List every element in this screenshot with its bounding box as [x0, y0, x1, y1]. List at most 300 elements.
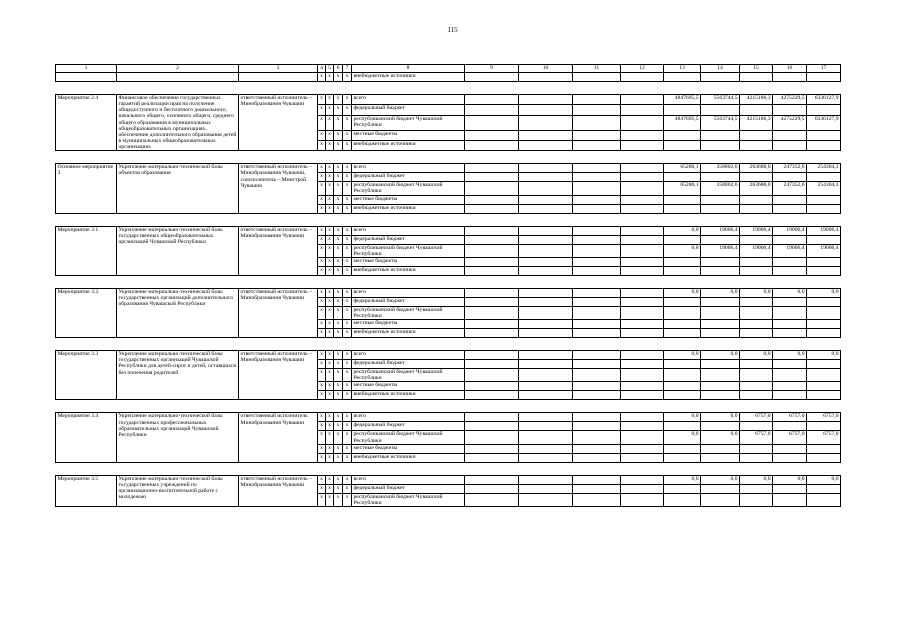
- cell-empty: [519, 266, 573, 275]
- amount-cell: 0,0: [740, 288, 773, 297]
- x-mark: х: [343, 493, 352, 506]
- x-mark: х: [318, 453, 326, 462]
- x-mark: х: [326, 173, 334, 182]
- amount-cell: [773, 484, 807, 493]
- table-row: [56, 226, 841, 235]
- amount-cell: 6757,0: [807, 413, 841, 422]
- amount-cell: [740, 297, 773, 306]
- amount-cell: 19006,4: [807, 226, 841, 235]
- amount-cell: [701, 105, 740, 115]
- x-mark: х: [318, 182, 326, 195]
- amount-cell: 0,0: [664, 226, 701, 235]
- measure-name: Мероприятие 2.4: [56, 95, 117, 151]
- amount-cell: 247352,6: [773, 182, 807, 195]
- funding-source: местные бюджеты: [352, 257, 465, 266]
- x-mark: х: [334, 475, 343, 484]
- amount-cell: [701, 453, 740, 462]
- x-mark: х: [343, 105, 352, 115]
- continuation-row: [56, 73, 841, 82]
- amount-cell: [807, 320, 841, 329]
- cell-empty: [465, 369, 519, 382]
- amount-cell: 0,0: [701, 413, 740, 422]
- funding-source: республиканский бюджет Чувашской Республики: [352, 115, 465, 130]
- cell-empty: [573, 360, 621, 369]
- table-row: [56, 475, 841, 484]
- spacer-row: [56, 462, 841, 475]
- cell-empty: [519, 391, 573, 400]
- column-header: 3: [239, 65, 318, 73]
- x-mark: х: [334, 164, 343, 173]
- cell-empty: [519, 475, 573, 484]
- x-mark: х: [334, 297, 343, 306]
- amount-cell: [773, 382, 807, 391]
- cell-empty: [465, 329, 519, 338]
- x-mark: х: [326, 484, 334, 493]
- amount-cell: [664, 297, 701, 306]
- cell-empty: [773, 73, 807, 82]
- measure-executor: ответственный исполнитель – Минобразования Чувашии, соисполнитель – Минстрой Чувашии: [239, 164, 318, 213]
- amount-cell: 6757,0: [773, 431, 807, 444]
- amount-cell: [664, 382, 701, 391]
- x-mark: х: [343, 444, 352, 453]
- amount-cell: [773, 391, 807, 400]
- amount-cell: 4275229,5: [773, 95, 807, 105]
- x-mark: х: [318, 444, 326, 453]
- amount-cell: [773, 130, 807, 140]
- amount-cell: [807, 493, 841, 506]
- cell-empty: [573, 422, 621, 431]
- amount-cell: 0,0: [740, 351, 773, 360]
- x-mark: х: [318, 360, 326, 369]
- x-mark: х: [318, 244, 326, 257]
- spacer-cell: [56, 213, 841, 226]
- x-mark: х: [343, 204, 352, 213]
- cell-empty: [465, 204, 519, 213]
- x-mark: х: [334, 444, 343, 453]
- cell-empty: [573, 453, 621, 462]
- cell-empty: [519, 140, 573, 150]
- column-header: 13: [664, 65, 701, 73]
- column-header: 8: [352, 65, 465, 73]
- cell-empty: [519, 195, 573, 204]
- cell-empty: [465, 391, 519, 400]
- amount-cell: [807, 130, 841, 140]
- amount-cell: 263688,0: [740, 164, 773, 173]
- funding-source: внебюджетные источники: [352, 391, 465, 400]
- cell-empty: [519, 244, 573, 257]
- amount-cell: [807, 140, 841, 150]
- funding-source: внебюджетные источники: [352, 140, 465, 150]
- amount-cell: 6336127,9: [807, 95, 841, 105]
- amount-cell: 263688,0: [740, 182, 773, 195]
- cell-empty: [465, 95, 519, 105]
- funding-source: республиканский бюджет Чувашской Республики: [352, 431, 465, 444]
- cell-empty: [573, 173, 621, 182]
- x-mark: х: [326, 140, 334, 150]
- measure-executor: ответственный исполнитель – Минобразования Чувашии: [239, 475, 318, 506]
- amount-cell: 0,0: [664, 351, 701, 360]
- x-mark: х: [343, 453, 352, 462]
- spacer-row: [56, 275, 841, 288]
- amount-cell: [807, 105, 841, 115]
- cell-empty: [621, 195, 664, 204]
- x-mark: х: [343, 475, 352, 484]
- cell-empty: [465, 360, 519, 369]
- spacer-cell: [56, 338, 841, 351]
- cell-empty: [573, 431, 621, 444]
- x-mark: х: [334, 306, 343, 319]
- table-row: [56, 288, 841, 297]
- cell-empty: [519, 235, 573, 244]
- x-mark: х: [318, 173, 326, 182]
- amount-cell: 0,0: [807, 288, 841, 297]
- cell-empty: [621, 235, 664, 244]
- cell-empty: [519, 204, 573, 213]
- funding-source: местные бюджеты: [352, 444, 465, 453]
- funding-source: республиканский бюджет Чувашской Республики: [352, 306, 465, 319]
- x-mark: х: [334, 173, 343, 182]
- cell-empty: [239, 73, 318, 82]
- spacer-cell: [56, 151, 841, 164]
- x-mark: х: [326, 115, 334, 130]
- cell-empty: [519, 493, 573, 506]
- cell-empty: [573, 164, 621, 173]
- funding-source: местные бюджеты: [352, 130, 465, 140]
- cell-empty: [519, 288, 573, 297]
- x-mark: х: [326, 453, 334, 462]
- amount-cell: 65280,1: [664, 164, 701, 173]
- spacer-row: [56, 82, 841, 95]
- column-header: 5: [326, 65, 334, 73]
- cell-empty: [465, 382, 519, 391]
- funding-source: федеральный бюджет: [352, 173, 465, 182]
- x-mark: х: [334, 130, 343, 140]
- cell-empty: [519, 105, 573, 115]
- x-mark: х: [326, 360, 334, 369]
- cell-empty: [465, 244, 519, 257]
- measure-description: Укрепление материально-технической базы государственных профессиональных образовательных организаций Чувашской Республики: [117, 413, 239, 462]
- measure-description: Укрепление материально-технической базы государственных организаций Чувашской Республики для детей-сирот и детей, оставшихся без попечения родителей: [117, 351, 239, 400]
- funding-source: внебюджетные источники: [352, 204, 465, 213]
- amount-cell: [807, 173, 841, 182]
- cell-empty: [621, 329, 664, 338]
- amount-cell: [807, 235, 841, 244]
- column-header: 15: [740, 65, 773, 73]
- cell-empty: [621, 320, 664, 329]
- x-mark: х: [318, 484, 326, 493]
- amount-cell: [773, 360, 807, 369]
- column-header: 4: [318, 65, 326, 73]
- amount-cell: [740, 382, 773, 391]
- amount-cell: 254304,3: [807, 182, 841, 195]
- cell-empty: [519, 173, 573, 182]
- cell-empty: [573, 105, 621, 115]
- cell-empty: [573, 369, 621, 382]
- x-mark: х: [343, 140, 352, 150]
- cell-empty: [519, 413, 573, 422]
- x-mark: х: [326, 244, 334, 257]
- cell-empty: [573, 130, 621, 140]
- amount-cell: [740, 257, 773, 266]
- column-header: 14: [701, 65, 740, 73]
- cell-empty: [701, 73, 740, 82]
- x-mark: х: [326, 226, 334, 235]
- cell-empty: [621, 431, 664, 444]
- funding-source: федеральный бюджет: [352, 297, 465, 306]
- amount-cell: [664, 493, 701, 506]
- amount-cell: [773, 306, 807, 319]
- column-header: 10: [519, 65, 573, 73]
- funding-source: всего: [352, 95, 465, 105]
- x-mark: х: [343, 351, 352, 360]
- amount-cell: [664, 204, 701, 213]
- column-header: 6: [334, 65, 343, 73]
- amount-cell: [664, 360, 701, 369]
- amount-cell: [664, 266, 701, 275]
- x-mark: х: [334, 73, 343, 82]
- amount-cell: [773, 257, 807, 266]
- x-mark: х: [334, 382, 343, 391]
- cell-empty: [807, 73, 841, 82]
- cell-empty: [573, 288, 621, 297]
- x-mark: х: [343, 306, 352, 319]
- cell-empty: [621, 391, 664, 400]
- column-header: 16: [773, 65, 807, 73]
- x-mark: х: [334, 105, 343, 115]
- cell-empty: [573, 382, 621, 391]
- amount-cell: [740, 173, 773, 182]
- x-mark: х: [343, 95, 352, 105]
- cell-empty: [465, 164, 519, 173]
- cell-empty: [573, 95, 621, 105]
- amount-cell: [740, 484, 773, 493]
- cell-empty: [573, 413, 621, 422]
- x-mark: х: [318, 431, 326, 444]
- cell-empty: [519, 351, 573, 360]
- amount-cell: 0,0: [664, 288, 701, 297]
- x-mark: х: [326, 297, 334, 306]
- x-mark: х: [334, 360, 343, 369]
- amount-cell: [664, 484, 701, 493]
- x-mark: х: [334, 257, 343, 266]
- x-mark: х: [318, 73, 326, 82]
- x-mark: х: [318, 266, 326, 275]
- x-mark: х: [326, 444, 334, 453]
- amount-cell: 19006,4: [807, 244, 841, 257]
- cell-empty: [519, 164, 573, 173]
- amount-cell: [807, 204, 841, 213]
- x-mark: х: [326, 306, 334, 319]
- amount-cell: [773, 453, 807, 462]
- x-mark: х: [318, 195, 326, 204]
- cell-empty: [621, 226, 664, 235]
- measure-name: Мероприятие 3.2.: [56, 288, 117, 337]
- amount-cell: [773, 105, 807, 115]
- x-mark: х: [326, 195, 334, 204]
- funding-source: федеральный бюджет: [352, 360, 465, 369]
- amount-cell: 0,0: [701, 475, 740, 484]
- amount-cell: [664, 235, 701, 244]
- x-mark: х: [326, 475, 334, 484]
- x-mark: х: [318, 130, 326, 140]
- x-mark: х: [334, 422, 343, 431]
- cell-empty: [621, 306, 664, 319]
- amount-cell: [664, 130, 701, 140]
- cell-empty: [465, 257, 519, 266]
- x-mark: х: [343, 73, 352, 82]
- column-header: 12: [621, 65, 664, 73]
- amount-cell: [664, 329, 701, 338]
- funding-source: всего: [352, 413, 465, 422]
- x-mark: х: [343, 297, 352, 306]
- x-mark: х: [334, 484, 343, 493]
- x-mark: х: [318, 226, 326, 235]
- cell-empty: [519, 444, 573, 453]
- cell-empty: [573, 226, 621, 235]
- spacer-cell: [56, 275, 841, 288]
- x-mark: х: [318, 391, 326, 400]
- amount-cell: [740, 266, 773, 275]
- amount-cell: [701, 306, 740, 319]
- header-row: [56, 65, 841, 73]
- x-mark: х: [326, 288, 334, 297]
- amount-cell: [773, 369, 807, 382]
- cell-empty: [573, 484, 621, 493]
- cell-empty: [621, 204, 664, 213]
- x-mark: х: [318, 140, 326, 150]
- funding-source: внебюджетные источники: [352, 453, 465, 462]
- x-mark: х: [343, 422, 352, 431]
- amount-cell: [740, 320, 773, 329]
- cell-empty: [621, 130, 664, 140]
- x-mark: х: [318, 369, 326, 382]
- x-mark: х: [343, 235, 352, 244]
- amount-cell: [664, 320, 701, 329]
- cell-empty: [465, 266, 519, 275]
- amount-cell: [773, 444, 807, 453]
- column-header: 1: [56, 65, 117, 73]
- amount-cell: 4275229,5: [773, 115, 807, 130]
- cell-empty: [465, 173, 519, 182]
- x-mark: х: [326, 391, 334, 400]
- amount-cell: [773, 297, 807, 306]
- x-mark: х: [318, 422, 326, 431]
- x-mark: х: [343, 484, 352, 493]
- spacer-row: [56, 213, 841, 226]
- amount-cell: [701, 422, 740, 431]
- cell-empty: [740, 73, 773, 82]
- x-mark: х: [326, 257, 334, 266]
- amount-cell: [807, 257, 841, 266]
- measure-executor: ответственный исполнитель – Минобразования Чувашии: [239, 351, 318, 400]
- x-mark: х: [326, 130, 334, 140]
- x-mark: х: [334, 204, 343, 213]
- source-cell: внебюджетные источники: [352, 73, 465, 82]
- x-mark: х: [326, 164, 334, 173]
- funding-source: республиканский бюджет Чувашской Республики: [352, 182, 465, 195]
- amount-cell: [664, 257, 701, 266]
- funding-source: федеральный бюджет: [352, 235, 465, 244]
- spacer-cell: [56, 400, 841, 413]
- amount-cell: 5563744,5: [701, 115, 740, 130]
- cell-empty: [519, 115, 573, 130]
- cell-empty: [465, 422, 519, 431]
- x-mark: х: [343, 360, 352, 369]
- measure-name: Мероприятие 3.3: [56, 351, 117, 400]
- amount-cell: 19006,4: [773, 226, 807, 235]
- funding-source: всего: [352, 351, 465, 360]
- amount-cell: [740, 329, 773, 338]
- cell-empty: [519, 306, 573, 319]
- x-mark: х: [334, 329, 343, 338]
- cell-empty: [573, 266, 621, 275]
- amount-cell: [773, 140, 807, 150]
- cell-empty: [519, 130, 573, 140]
- amount-cell: 19006,4: [773, 244, 807, 257]
- x-mark: х: [318, 475, 326, 484]
- amount-cell: [740, 444, 773, 453]
- amount-cell: [807, 329, 841, 338]
- cell-empty: [621, 140, 664, 150]
- funding-source: республиканский бюджет Чувашской Республики: [352, 244, 465, 257]
- table-row: [56, 413, 841, 422]
- cell-empty: [519, 95, 573, 105]
- cell-empty: [465, 444, 519, 453]
- x-mark: х: [318, 257, 326, 266]
- amount-cell: [807, 195, 841, 204]
- cell-empty: [519, 257, 573, 266]
- cell-empty: [465, 413, 519, 422]
- cell-empty: [621, 297, 664, 306]
- amount-cell: [664, 173, 701, 182]
- x-mark: х: [343, 164, 352, 173]
- amount-cell: 6757,0: [807, 431, 841, 444]
- x-mark: х: [326, 329, 334, 338]
- cell-empty: [465, 351, 519, 360]
- x-mark: х: [343, 244, 352, 257]
- x-mark: х: [318, 204, 326, 213]
- amount-cell: [701, 257, 740, 266]
- amount-cell: 6757,0: [740, 413, 773, 422]
- cell-empty: [621, 73, 664, 82]
- amount-cell: 4847695,5: [664, 115, 701, 130]
- cell-empty: [117, 73, 239, 82]
- cell-empty: [573, 297, 621, 306]
- amount-cell: 6757,0: [740, 431, 773, 444]
- amount-cell: [740, 235, 773, 244]
- cell-empty: [621, 351, 664, 360]
- x-mark: х: [343, 173, 352, 182]
- cell-empty: [573, 73, 621, 82]
- x-mark: х: [334, 391, 343, 400]
- amount-cell: 358802,6: [701, 182, 740, 195]
- amount-cell: 19006,4: [701, 244, 740, 257]
- cell-empty: [573, 195, 621, 204]
- amount-cell: 0,0: [701, 351, 740, 360]
- amount-cell: 0,0: [664, 431, 701, 444]
- table-row: [56, 351, 841, 360]
- x-mark: х: [326, 204, 334, 213]
- amount-cell: 0,0: [807, 475, 841, 484]
- amount-cell: [701, 382, 740, 391]
- amount-cell: 0,0: [773, 475, 807, 484]
- amount-cell: 0,0: [664, 413, 701, 422]
- x-mark: х: [318, 95, 326, 105]
- cell-empty: [465, 182, 519, 195]
- x-mark: х: [318, 306, 326, 319]
- amount-cell: [701, 329, 740, 338]
- amount-cell: [664, 422, 701, 431]
